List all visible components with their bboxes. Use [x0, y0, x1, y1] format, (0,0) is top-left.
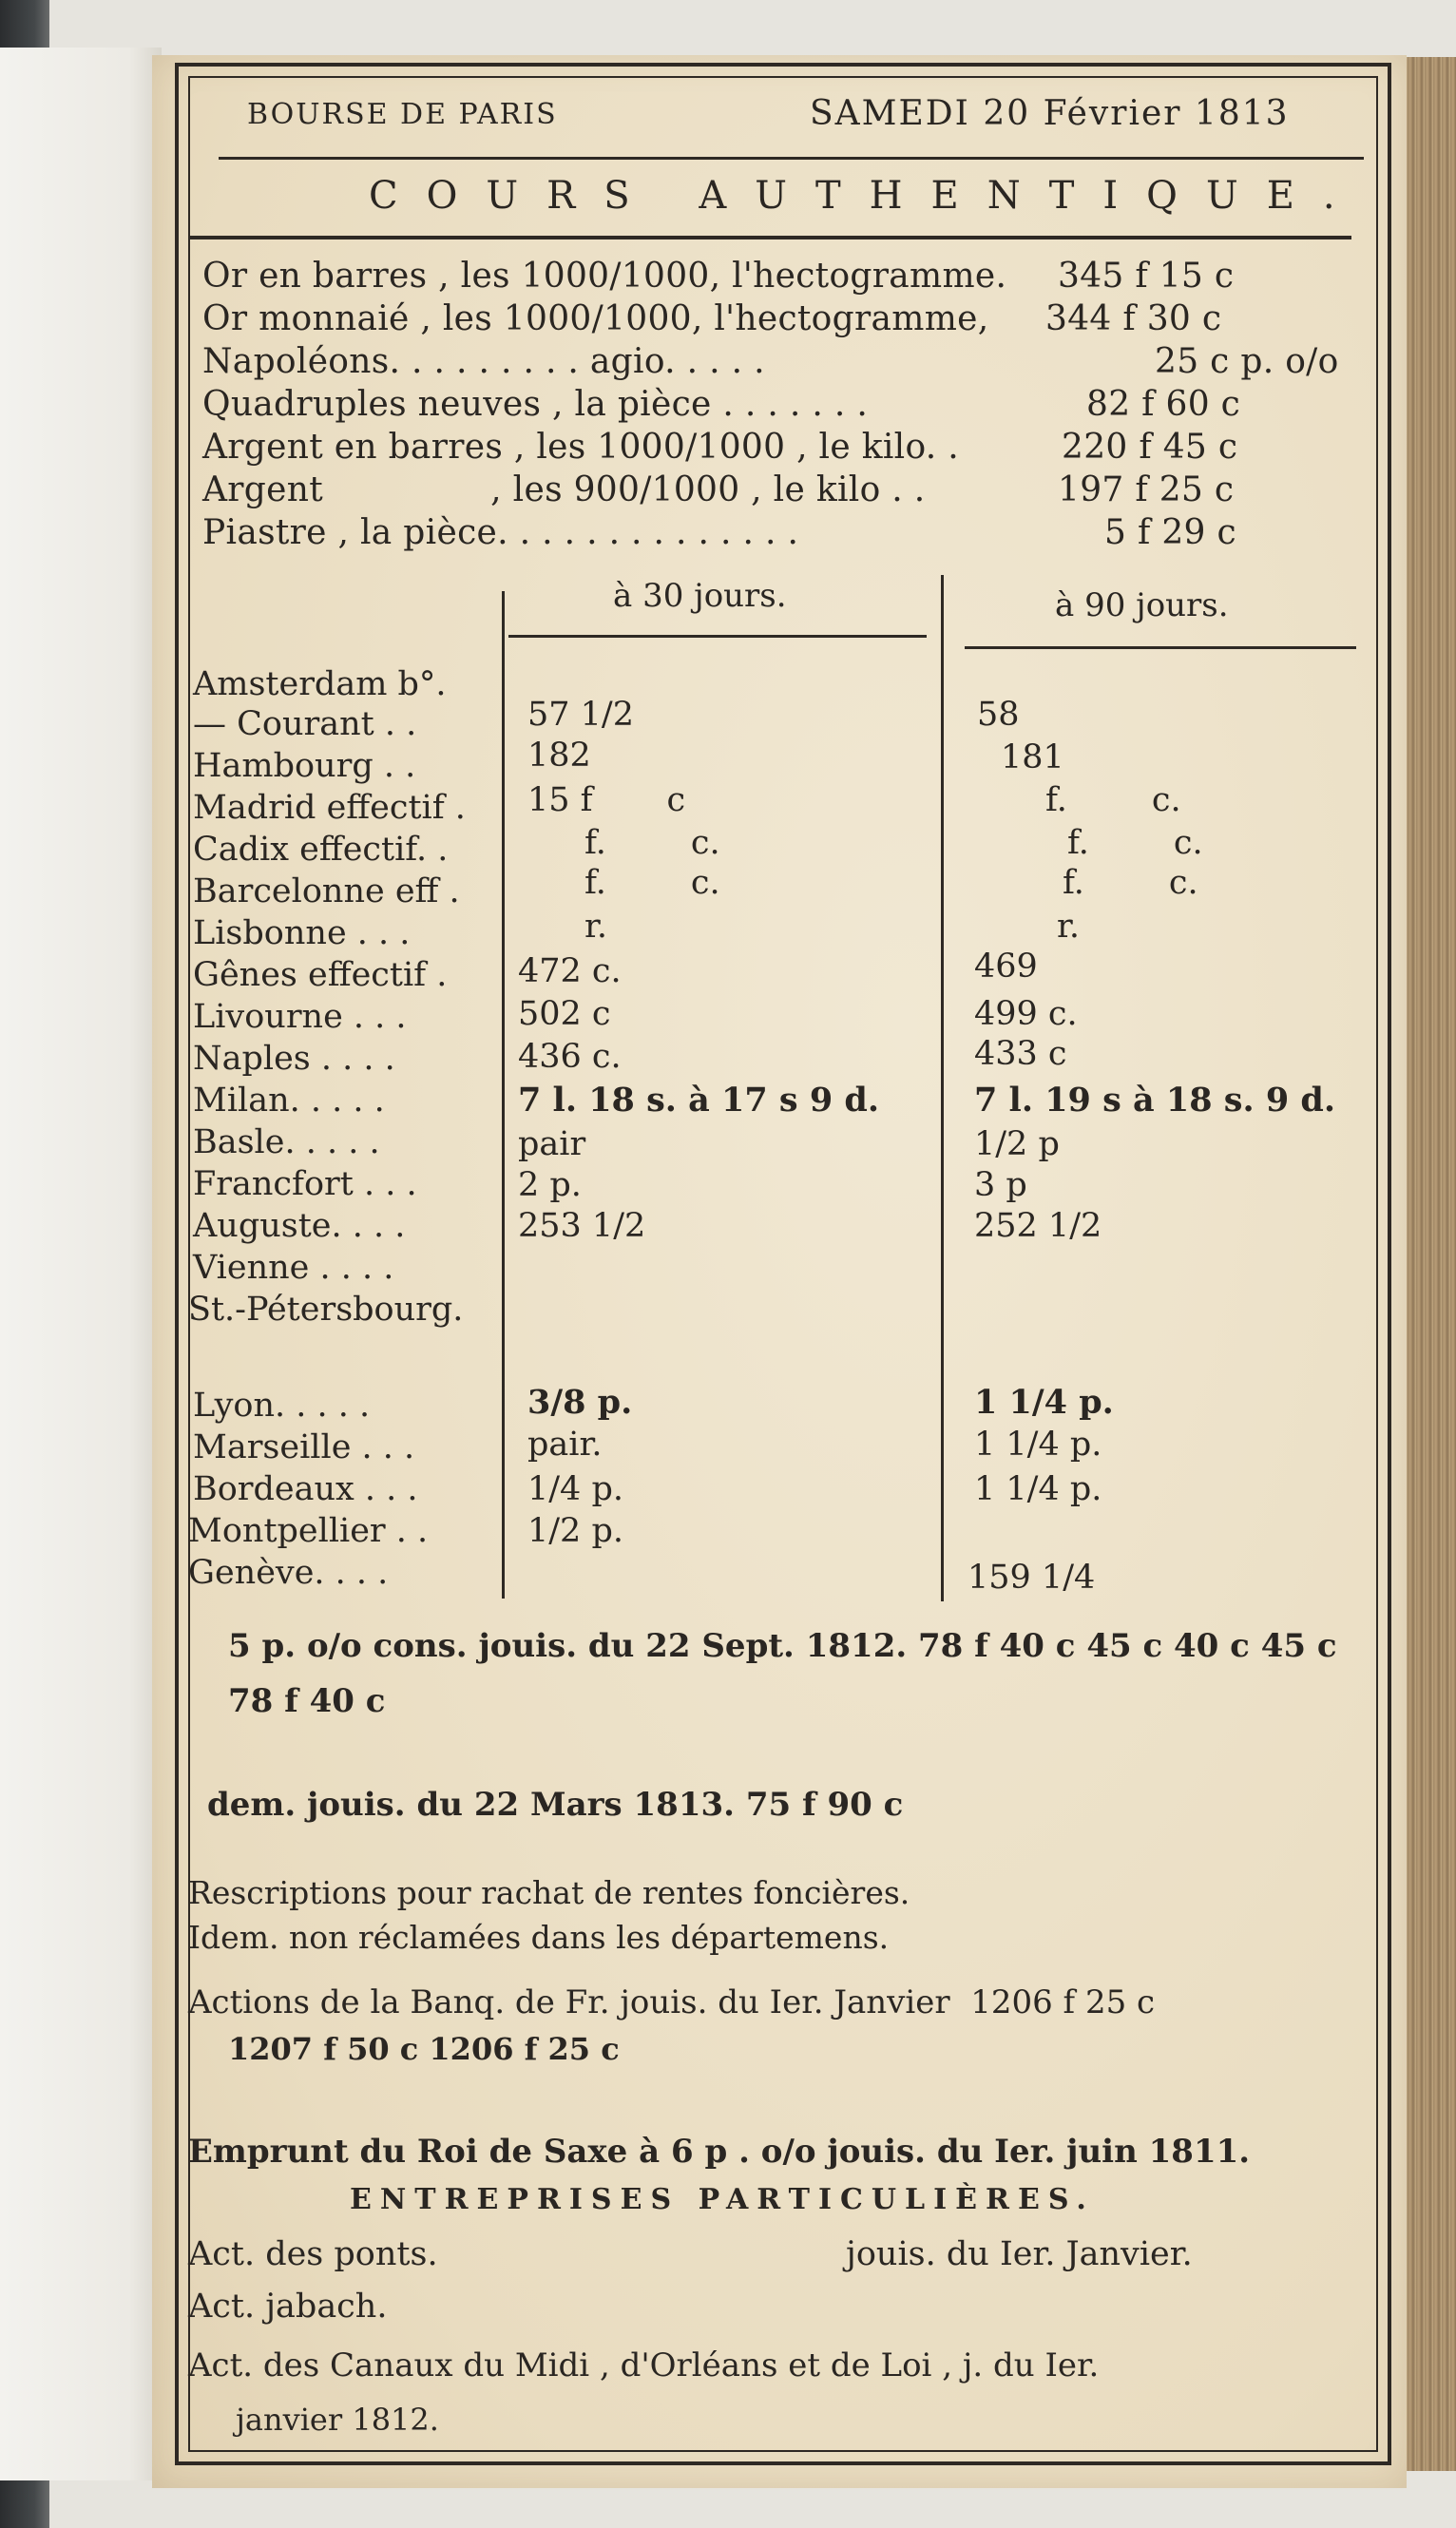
rate-90: 499 c.: [974, 995, 1078, 1033]
actions-line: 1207 f 50 c 1206 f 25 c: [228, 2031, 620, 2067]
rescriptions-line: Rescriptions pour rachat de rentes foncières.: [188, 1874, 910, 1911]
rate-90: 58: [977, 696, 1020, 734]
city: Lyon. . . . .: [193, 1387, 371, 1425]
rate-90: f. c.: [1063, 864, 1198, 902]
rate-30: pair: [518, 1125, 586, 1163]
city: Montpellier . .: [188, 1512, 429, 1550]
metal-label: Or monnaié , les 1000/1000, l'hectogramme,: [202, 299, 989, 338]
rate-30: 182: [527, 737, 591, 775]
metal-price: 5 f 29 c: [1104, 513, 1236, 552]
city: — Courant . .: [193, 705, 417, 743]
rate-30: pair.: [527, 1426, 603, 1464]
rate-30: f. c.: [584, 824, 720, 862]
rate-90: 7 l. 19 s à 18 s. 9 d.: [974, 1081, 1336, 1120]
city: Lisbonne . . .: [193, 914, 411, 952]
page-title: COURS AUTHENTIQUE.: [369, 174, 1364, 218]
rate-90: 181: [1001, 738, 1064, 776]
rate-30: 7 l. 18 s. à 17 s 9 d.: [518, 1081, 880, 1120]
rate-90: 1 1/4 p.: [974, 1470, 1102, 1508]
metal-label: Quadruples neuves , la pièce . . . . . . .: [202, 385, 869, 424]
city: Gênes effectif .: [193, 956, 448, 994]
rate-90: f. c.: [1067, 824, 1203, 862]
rate-30: 436 c.: [518, 1038, 622, 1076]
metal-label: Piastre , la pièce. . . . . . . . . . . . . .: [202, 513, 799, 552]
city: Barcelonne eff .: [193, 872, 460, 910]
rate-90: 1 1/4 p.: [974, 1426, 1102, 1464]
metal-price: 197 f 25 c: [1058, 470, 1235, 509]
col-rule-90: [965, 646, 1356, 649]
city: Francfort . . .: [193, 1165, 417, 1203]
metal-label: Argent en barres , les 1000/1000 , le kilo. .: [202, 428, 960, 467]
rate-90: 433 c: [974, 1035, 1067, 1073]
city: Vienne . . . .: [193, 1249, 394, 1287]
rate-30: 15 f c: [527, 781, 686, 819]
rate-30: 472 c.: [518, 952, 622, 990]
rate-30: 253 1/2: [518, 1207, 646, 1245]
city: Cadix effectif. .: [193, 831, 449, 869]
rate-90: 1/2 p: [974, 1125, 1060, 1163]
rentes-line: 5 p. o/o cons. jouis. du 22 Sept. 1812. 78 f 40 c 45 c 40 c 45 c: [228, 1627, 1337, 1665]
rate-30: 1/4 p.: [527, 1470, 623, 1508]
header-left: BOURSE DE PARIS: [247, 98, 558, 131]
city: Hambourg . .: [193, 747, 416, 785]
metal-price: 220 f 45 c: [1062, 428, 1238, 467]
idem-line: Idem. non réclamées dans les départemens.: [188, 1919, 890, 1956]
city: Auguste. . . .: [193, 1207, 406, 1245]
facing-page: [0, 48, 162, 2480]
rate-90: f. c.: [1045, 781, 1181, 819]
city: Bordeaux . . .: [193, 1470, 418, 1508]
city: Milan. . . . .: [193, 1082, 385, 1120]
city: St.-Pétersbourg.: [188, 1291, 464, 1329]
rentes-line: dem. jouis. du 22 Mars 1813. 75 f 90 c: [207, 1786, 904, 1824]
col-rule-30: [508, 635, 927, 638]
rate-30: 1/2 p.: [527, 1512, 623, 1550]
column-divider-right: [941, 575, 944, 1601]
city: Marseille . . .: [193, 1428, 415, 1466]
metal-label: Napoléons. . . . . . . . . agio. . . . .: [202, 342, 765, 381]
city: Madrid effectif .: [193, 789, 466, 827]
metal-label: Or en barres , les 1000/1000, l'hectogramme.: [202, 257, 1007, 296]
header-rule: [219, 157, 1364, 160]
rate-90: 1 1/4 p.: [974, 1383, 1114, 1422]
rate-90: 252 1/2: [974, 1207, 1102, 1245]
emprunt-line: Emprunt du Roi de Saxe à 6 p . o/o jouis. du Ier. juin 1811.: [188, 2133, 1251, 2171]
rate-30: f. c.: [584, 864, 720, 902]
metal-label: Argent , les 900/1000 , le kilo . .: [202, 470, 926, 509]
city: Naples . . . .: [193, 1040, 395, 1078]
metal-price: 82 f 60 c: [1086, 385, 1241, 424]
metal-price: 345 f 15 c: [1058, 257, 1235, 296]
rate-90: 469: [974, 948, 1038, 986]
city: Amsterdam b°.: [193, 665, 447, 703]
col-header-90: à 90 jours.: [1055, 586, 1229, 624]
rate-30: 3/8 p.: [527, 1383, 633, 1422]
city: Genève. . . .: [188, 1554, 389, 1592]
rentes-line: 78 f 40 c: [228, 1682, 386, 1720]
column-divider-left: [502, 591, 505, 1599]
city: Livourne . . .: [193, 998, 407, 1036]
rate-30: 57 1/2: [527, 696, 634, 734]
col-header-30: à 30 jours.: [613, 577, 787, 615]
entreprise-line: Act. des Canaux du Midi , d'Orléans et de Loi , j. du Ier.: [188, 2346, 1100, 2384]
header-date: SAMEDI 20 Février 1813: [810, 94, 1290, 133]
city: Basle. . . . .: [193, 1123, 380, 1161]
entreprise-line: janvier 1812.: [236, 2402, 439, 2438]
rate-90: 3 p: [974, 1166, 1027, 1204]
rate-30: r.: [584, 908, 608, 946]
rate-30: 2 p.: [518, 1166, 582, 1204]
metal-price: 25 c p. o/o: [1155, 342, 1339, 381]
rate-90: 159 1/4: [967, 1559, 1096, 1597]
rate-90: r.: [1057, 908, 1081, 946]
entreprise-line: Act. jabach.: [188, 2288, 388, 2326]
rate-30: 502 c: [518, 995, 611, 1033]
entreprises-heading: ENTREPRISES PARTICULIÈRES.: [350, 2183, 1095, 2216]
entreprise-line: jouis. du Ier. Janvier.: [846, 2235, 1193, 2273]
entreprise-line: Act. des ponts.: [188, 2235, 438, 2273]
title-rule: [190, 236, 1351, 239]
metal-price: 344 f 30 c: [1045, 299, 1222, 338]
actions-line: Actions de la Banq. de Fr. jouis. du Ier. Janvier 1206 f 25 c: [188, 1983, 1156, 2021]
